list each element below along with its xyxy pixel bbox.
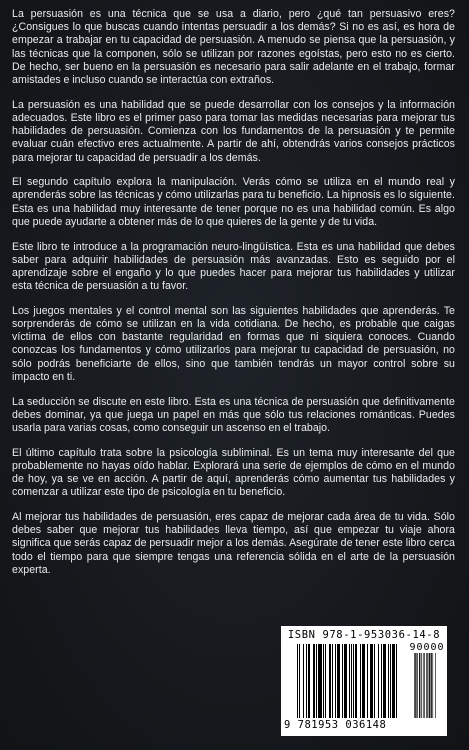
barcode-bar — [388, 644, 389, 718]
barcode-addon-digits: 90000 — [409, 642, 445, 653]
blurb-paragraph-6: La seducción se discute en este libro. Esta es una técnica de persuasión que definitivamente debes dominar, ya que juega un papel en más que sólo tus relaciones románticas. Puedes usarla para varias cosas, como conseguir un ascenso en el trabajo. — [12, 395, 455, 434]
barcode-bar — [349, 644, 350, 718]
isbn-label: ISBN 978-1-953036-14-8 — [287, 629, 441, 641]
isbn-barcode — [281, 626, 447, 736]
barcode-bar — [370, 644, 373, 718]
barcode-bar — [308, 644, 310, 718]
barcode-bar — [337, 644, 340, 718]
blurb-paragraph-5: Los juegos mentales y el control mental son las siguientes habilidades que aprenderás. Te sorprenderás de cómo se utilizan en la vida cotidiana. De hecho, es probable que caigas víctima de ellos con bastante regularidad en formas que ni siquiera conoces. Cuando conozcas los fundamentos y cómo utilizarlos para mejorar tu capacidad de persuasión, no sólo podrás beneficiarte de ellos, sino que también tendrás un mayor control sobre su impacto en ti. — [12, 304, 455, 383]
barcode-bar — [427, 653, 428, 718]
barcode-bar — [355, 644, 357, 718]
barcode-bar — [419, 653, 420, 718]
barcode-bar — [423, 653, 424, 718]
blurb-text — [12, 8, 455, 589]
barcode-bar — [424, 653, 425, 718]
blurb-paragraph-4: Este libro te introduce a la programación neuro-lingüística. Esta es una habilidad que debes saber para adquirir habilidades de persuasión más avanzadas. Esto es seguido por el aprendizaje sobre el engaño y lo que puedes hacer para mejorar tus habilidades y utilizar esta técnica de persuasión a tu favor. — [12, 240, 455, 293]
blurb-paragraph-8: Al mejorar tus habilidades de persuasión, eres capaz de mejorar cada área de tu vida. Sólo debes saber que mejorar tus habilidades lleva tiempo, así que empezar tu viaje ahora significa que serás capaz de persuadir mejor a los demás. Asegúrate de tener este libro cerca todo el tiempo para que siempre tengas una referencia sólida en el arte de la persuasión experta. — [12, 511, 455, 576]
barcode-bar — [297, 644, 298, 718]
barcode-bar — [392, 644, 395, 718]
barcode-bar — [342, 644, 343, 718]
barcode-bar — [378, 644, 379, 718]
barcode-bars-addon — [414, 653, 442, 718]
barcode-bar — [325, 644, 326, 718]
blurb-paragraph-2: La persuasión es una habilidad que se puede desarrollar con los consejos y la información adecuados. Este libro es el primer paso para tomar las medidas necesarias para mejorar tus habilidades de persuasión. Comienza con los fundamentos de la persuasión y te permite evaluar cuán efectivo eres actualmente. A partir de ahí, obtendrás varios consejos prácticos para mejorar tu capacidad de persuadir a los demás. — [12, 98, 455, 164]
barcode-bar — [429, 653, 430, 718]
barcode-bar — [360, 644, 361, 718]
barcode-bar — [396, 644, 397, 718]
barcode-bar — [306, 644, 307, 718]
barcode-bar — [344, 644, 347, 718]
barcode-bar — [313, 644, 315, 718]
barcode-bar — [432, 653, 433, 718]
barcode-bar — [353, 644, 354, 718]
barcode-bar — [421, 653, 422, 718]
barcode-bar — [381, 644, 382, 718]
barcode-ean-digits: 9 781953 036148 — [284, 719, 387, 731]
blurb-paragraph-1: La persuasión es una técnica que se usa a diario, pero ¿qué tan persuasivo eres? ¿Consigues lo que buscas cuando intentas persuadir a los demás? Si no es así, es hora de empezar a trabajar en tu capacidad de persuasión. A menudo se piensa que la persuasión, y las técnicas que la componen, sólo se utilizan por razones egoístas, pero esto no es cierto. De hecho, ser bueno en la persuasión es necesario para salir adelante en el trabajo, formar amistades e incluso cuando se interactúa con extraños. — [12, 8, 455, 87]
barcode-bar — [367, 644, 368, 718]
barcode-bar — [329, 644, 331, 718]
barcode-bar — [435, 653, 436, 718]
blurb-paragraph-3: El segundo capítulo explora la manipulación. Verás cómo se utiliza en el mundo real y aprenderás sobre las técnicas y cómo utilizarlas para tu beneficio. La hipnosis es lo siguiente. Esta es una habilidad muy interesante de tener porque no es una habilidad común. Es algo que puede ayudarte a obtener más de lo que quieres de la gente y de tu vida. — [12, 176, 455, 228]
barcode-bar — [414, 653, 415, 718]
barcode-bar — [351, 644, 352, 718]
barcode-bars-main — [297, 644, 409, 718]
barcode-bar — [303, 644, 304, 718]
barcode-bar — [417, 653, 418, 718]
barcode-bar — [431, 653, 432, 718]
barcode-bar — [335, 644, 336, 718]
blurb-paragraph-7: El último capítulo trata sobre la psicología subliminal. Es un tema muy interesante del que probablemente no hayas oído hablar. Explorará una serie de ejemplos de cómo en el mundo de hoy, ya se ve en acción. A partir de aquí, aprenderás cómo aumentar tus habilidades y comenzar a utilizar este tipo de psicología en tu beneficio. — [12, 446, 455, 499]
barcode-bar — [316, 644, 317, 718]
barcode-bar — [390, 644, 391, 718]
barcode-bar — [415, 653, 416, 718]
barcode-bar — [383, 644, 386, 718]
barcode-bar — [318, 644, 322, 718]
barcode-bar — [332, 644, 333, 718]
barcode-bar — [426, 653, 427, 718]
barcode-bar — [362, 644, 365, 718]
barcode-bar — [299, 644, 300, 718]
barcode-bar — [323, 644, 324, 718]
barcode-bar — [374, 644, 375, 718]
